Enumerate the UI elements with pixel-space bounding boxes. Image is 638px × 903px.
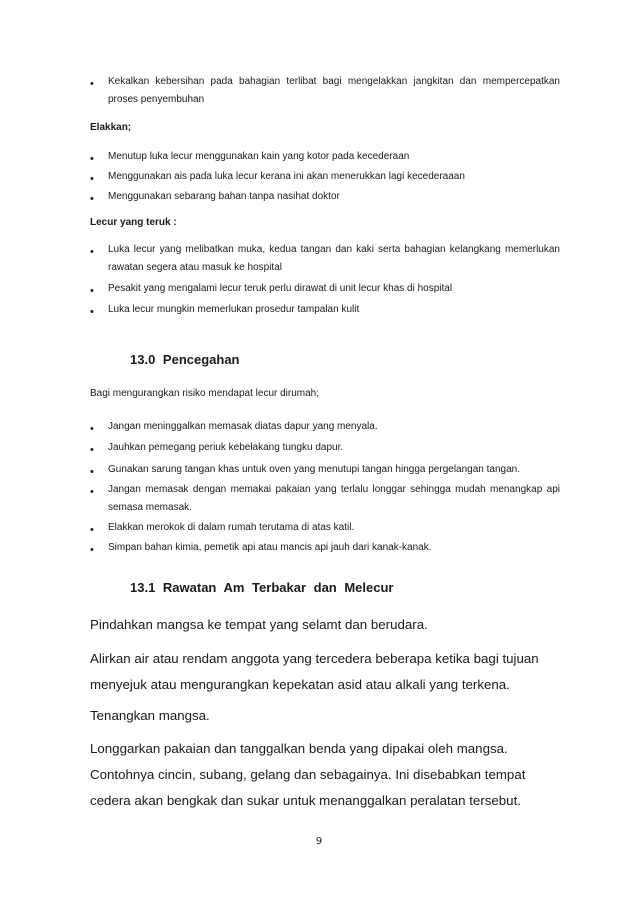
list-item: Menggunakan ais pada luka lecur kerana ini akan menerukkan lagi kecederaaan [108, 171, 465, 182]
bullet-icon: • [90, 193, 94, 205]
list-item: Menggunakan sebarang bahan tanpa nasihat doktor [108, 191, 340, 202]
list-item: Pesakit yang mengalami lecur teruk perlu dirawat di unit lecur khas di hospital [108, 283, 453, 294]
bullet-icon: • [90, 246, 94, 258]
bullet-icon: • [90, 153, 94, 165]
bullet-icon: • [90, 524, 94, 536]
list-item: Gunakan sarung tangan khas untuk oven yang menutupi tangan hingga pergelangan tangan. [108, 464, 520, 475]
paragraph: Longgarkan pakaian dan tanggalkan benda yang dipakai oleh mangsa. Contohnya cincin, subang, gelang dan sebagainya. Ini disebabkan tempat cedera akan bengkak dan sukar untuk menanggalkan peralatan tersebut. [90, 741, 526, 808]
list-item: Elakkan merokok di dalam rumah terutama di atas katil. [108, 522, 355, 533]
bullet-icon: • [90, 78, 94, 90]
list-item: Simpan bahan kimia, pemetik api atau mancis api jauh dari kanak-kanak. [108, 542, 432, 553]
avoid-label: Elakkan; [90, 122, 132, 133]
bullet-icon: • [90, 486, 94, 498]
paragraph: Tenangkan mangsa. [90, 708, 210, 723]
paragraph: Alirkan air atau rendam anggota yang tercedera beberapa ketika bagi tujuan menyejuk atau mengurangkan kepekatan asid atau alkali yang terkena. [90, 651, 539, 692]
bullet-icon: • [90, 285, 94, 297]
intro-text: Bagi mengurangkan risiko mendapat lecur dirumah; [90, 388, 320, 399]
bullet-icon: • [90, 466, 94, 478]
list-item: Menutup luka lecur menggunakan kain yang kotor pada kecederaan [108, 151, 410, 162]
list-item: Luka lecur mungkin memerlukan prosedur tampalan kulit [108, 304, 360, 315]
bullet-icon: • [90, 173, 94, 185]
page-number: 9 [315, 836, 323, 847]
bullet-icon: • [90, 423, 94, 435]
list-item: Jauhkan pemegang periuk kebelakang tungku dapur. [108, 442, 344, 453]
bullet-icon: • [90, 444, 94, 456]
bullet-icon: • [90, 544, 94, 556]
severe-label: Lecur yang teruk : [90, 217, 177, 228]
section-heading: 13.0 Pencegahan [130, 352, 240, 367]
list-item: Kekalkan kebersihan pada bahagian terlibat bagi mengelakkan jangkitan dan mempercepatkan proses penyembuhan [108, 76, 560, 105]
list-item: Luka lecur yang melibatkan muka, kedua tangan dan kaki serta bahagian kelangkang memerlukan rawatan segera atau masuk ke hospital [108, 244, 560, 273]
list-item: Jangan memasak dengan memakai pakaian yang terlalu longgar sehingga mudah menangkap api semasa memasak. [108, 484, 560, 513]
paragraph: Pindahkan mangsa ke tempat yang selamt dan berudara. [90, 617, 428, 632]
list-item: Jangan meninggalkan memasak diatas dapur yang menyala. [108, 421, 378, 432]
bullet-icon: • [90, 306, 94, 318]
section-heading: 13.1 Rawatan Am Terbakar dan Melecur [130, 580, 394, 595]
